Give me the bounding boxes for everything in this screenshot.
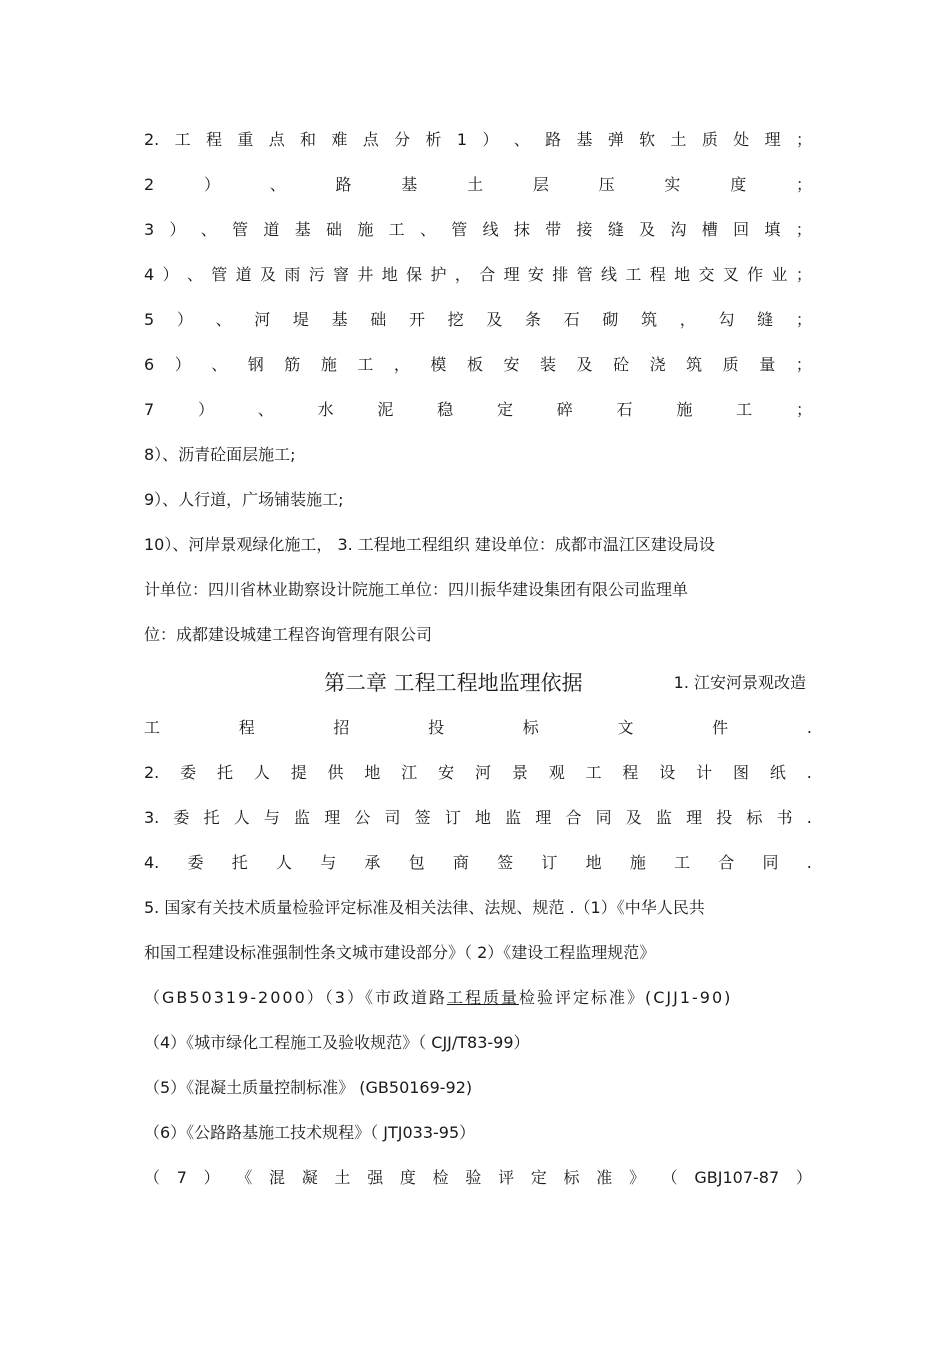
glyph: 线 [601,265,618,284]
glyph: 评 [498,1168,515,1187]
glyph: 、 [269,175,286,194]
line-2 [144,175,812,195]
glyph: 《 [236,1168,253,1187]
glyph: 签 [497,853,514,872]
glyph: . [806,808,812,827]
glyph: 质 [722,355,739,374]
glyph: 提 [290,763,307,782]
glyph: 勾 [718,310,735,329]
glyph: 同 [595,808,612,827]
glyph: 土 [334,1168,351,1187]
glyph: 景 [511,763,528,782]
basis-line-6: 和国工程建设标准强制性条文城市建设部分》（ 2）《建设工程监理规范》 [144,943,656,962]
glyph: 模 [430,355,447,374]
chapter-tail: 1. 江安河景观改造 [673,673,806,692]
glyph: 程 [205,130,222,149]
glyph: 窨 [333,265,350,284]
glyph: 弹 [607,130,624,149]
glyph: 点 [362,130,379,149]
glyph: ） [795,1168,812,1187]
glyph: 程 [622,763,639,782]
glyph: 装 [540,355,557,374]
glyph: ， [393,355,410,374]
glyph: 基 [576,130,593,149]
glyph: 及 [576,355,593,374]
line-1 [144,130,812,150]
glyph: 7 [176,1168,187,1187]
glyph: 施 [320,355,337,374]
glyph: 书 [776,808,793,827]
glyph: . [806,763,812,782]
line-10: 10）、河岸景观绿化施工， 3. 工程地工程组织 建设单位：成都市温江区建设局设 [144,535,715,554]
glyph: 条 [525,310,542,329]
glyph: 地 [474,808,491,827]
glyph: ） [169,220,186,239]
glyph: ； [795,220,812,239]
standard-line-cjj [144,988,812,1008]
glyph: 石 [563,310,580,329]
glyph: 委 [180,763,197,782]
glyph: 托 [216,763,233,782]
glyph: 工 [174,130,191,149]
glyph: 重 [237,130,254,149]
glyph: 订 [541,853,558,872]
glyph: ； [795,175,812,194]
glyph: 监 [505,808,522,827]
glyph: 基 [331,310,348,329]
glyph: 定 [530,1168,547,1187]
glyph: ） [174,355,191,374]
glyph: 理 [503,265,520,284]
glyph: 人 [253,763,270,782]
glyph: 2. [144,763,160,782]
glyph: 托 [231,853,248,872]
glyph: 管 [211,265,228,284]
glyph: 司 [384,808,401,827]
ref-line-4: （4）《城市绿化工程施工及验收规范》（ CJJ/T83-99） [144,1033,530,1052]
glyph: 订 [444,808,461,827]
glyph: 河 [254,310,271,329]
glyph: 填 [764,220,781,239]
glyph: 文 [617,718,634,737]
glyph: 托 [203,808,220,827]
glyph: 工 [144,718,161,737]
glyph: 地 [381,265,398,284]
glyph: 抹 [513,220,530,239]
glyph: 筑 [641,310,658,329]
glyph: 3 [144,220,155,239]
basis-line-3 [144,808,812,828]
cjj-underlined: 工程质量 [446,988,519,1007]
glyph: 及 [259,265,276,284]
glyph: 交 [698,265,715,284]
glyph: 业 [771,265,788,284]
glyph: 施 [357,220,374,239]
glyph: ； [795,130,812,149]
glyph: 及 [639,220,656,239]
basis-line-2 [144,763,812,783]
glyph: 筋 [284,355,301,374]
glyph: 工 [674,853,691,872]
glyph: 浇 [649,355,666,374]
glyph: 委 [173,808,190,827]
glyph: 沟 [670,220,687,239]
glyph: 、 [257,400,274,419]
ref-line-7 [144,1168,812,1188]
line-5 [144,310,812,330]
glyph: 和 [300,130,317,149]
glyph: 委 [187,853,204,872]
glyph: 板 [466,355,483,374]
glyph: 路 [545,130,562,149]
glyph: 及 [625,808,642,827]
glyph: 招 [333,718,350,737]
glyph: 础 [370,310,387,329]
glyph: 、 [513,130,530,149]
glyph: 监 [294,808,311,827]
glyph: 路 [335,175,352,194]
line-3 [144,220,812,240]
glyph: ； [795,310,812,329]
glyph: 安 [527,265,544,284]
glyph: 公 [354,808,371,827]
glyph: 程 [649,265,666,284]
glyph: 4 [144,265,155,284]
glyph: 筑 [686,355,703,374]
glyph: 砼 [613,355,630,374]
glyph: . [806,853,812,872]
glyph: 泥 [377,400,394,419]
glyph: 护 [430,265,447,284]
glyph: 软 [639,130,656,149]
glyph: 观 [548,763,565,782]
glyph: 钢 [247,355,264,374]
glyph: 开 [408,310,425,329]
glyph: 安 [438,763,455,782]
glyph: 4. [144,853,160,872]
glyph: 3. [144,808,160,827]
glyph: 施 [676,400,693,419]
glyph: 理 [535,808,552,827]
glyph: 基 [401,175,418,194]
glyph: 缝 [757,310,774,329]
glyph: 承 [364,853,381,872]
glyph: 6 [144,355,155,374]
glyph: 工 [388,220,405,239]
ref-line-6: （6）《公路路基施工技术规程》（ JTJ033-95） [144,1123,476,1142]
glyph: 、 [186,265,203,284]
glyph: GBJ107-87 [694,1168,780,1187]
glyph: 、 [215,310,232,329]
glyph: ； [795,355,812,374]
glyph: 难 [331,130,348,149]
glyph: 与 [320,853,337,872]
glyph: 实 [664,175,681,194]
glyph: 河 [474,763,491,782]
glyph: 挖 [447,310,464,329]
basis-line-4 [144,853,812,873]
glyph: 投 [428,718,445,737]
line-6 [144,355,812,375]
glyph: 度 [399,1168,416,1187]
glyph: 理 [686,808,703,827]
glyph: 带 [545,220,562,239]
glyph: 件 [712,718,729,737]
cjj-post: 检验评定标准》(CJJ1-90) [518,988,733,1007]
glyph: 叉 [722,265,739,284]
glyph: 点 [268,130,285,149]
glyph: ） [203,1168,220,1187]
glyph: （ [661,1168,678,1187]
glyph: 工 [357,355,374,374]
glyph: 土 [670,130,687,149]
glyph: 土 [467,175,484,194]
glyph: 、 [200,220,217,239]
glyph: 水 [317,400,334,419]
glyph: 量 [759,355,776,374]
glyph: 及 [486,310,503,329]
glyph: ； [795,400,812,419]
glyph: 堤 [292,310,309,329]
glyph: 设 [659,763,676,782]
glyph: 计 [696,763,713,782]
glyph: 定 [496,400,513,419]
glyph: 槽 [701,220,718,239]
glyph: 人 [233,808,250,827]
glyph: 砌 [602,310,619,329]
glyph: 检 [432,1168,449,1187]
glyph: 污 [308,265,325,284]
glyph: ） [203,175,220,194]
glyph: 道 [263,220,280,239]
glyph: 供 [327,763,344,782]
glyph: ） [162,265,179,284]
glyph: 验 [465,1168,482,1187]
glyph: （ [144,1168,161,1187]
glyph: 理 [324,808,341,827]
glyph: 准 [596,1168,613,1187]
glyph: 井 [357,265,374,284]
glyph: 商 [452,853,469,872]
glyph: 合 [718,853,735,872]
glyph: 回 [733,220,750,239]
glyph: 2. [144,130,160,149]
glyph: 混 [269,1168,286,1187]
glyph: 》 [628,1168,645,1187]
glyph: 管 [576,265,593,284]
ref-line-5: （5）《混凝土质量控制标准》 (GB50169-92) [144,1078,473,1097]
line-7 [144,400,812,420]
glyph: 度 [730,175,747,194]
glyph: 缝 [607,220,624,239]
glyph: 石 [616,400,633,419]
glyph: 析 [425,130,442,149]
glyph: 地 [674,265,691,284]
glyph: 处 [733,130,750,149]
glyph: 与 [263,808,280,827]
glyph: 作 [747,265,764,284]
chapter-heading-row [144,668,812,698]
glyph: 接 [576,220,593,239]
glyph: 道 [235,265,252,284]
glyph: 7 [144,400,155,419]
glyph: 施 [629,853,646,872]
glyph: 监 [655,808,672,827]
glyph: . [806,718,812,737]
glyph: 1 [456,130,468,149]
glyph: 图 [733,763,750,782]
glyph: ， [679,310,696,329]
glyph: 同 [762,853,779,872]
line-8: 8）、沥青砼面层施工; [144,445,296,464]
glyph: 线 [482,220,499,239]
glyph: 管 [451,220,468,239]
glyph: 凝 [301,1168,318,1187]
glyph: 标 [563,1168,580,1187]
glyph: 江 [401,763,418,782]
glyph: 保 [406,265,423,284]
glyph: 、 [419,220,436,239]
glyph: 压 [598,175,615,194]
glyph: 地 [364,763,381,782]
glyph: 地 [585,853,602,872]
glyph: ） [197,400,214,419]
glyph: ） [176,310,193,329]
glyph: 工 [625,265,642,284]
glyph: 排 [552,265,569,284]
glyph: 管 [232,220,249,239]
glyph: 安 [503,355,520,374]
glyph: ） [482,130,499,149]
chapter-title: 第二章 工程工程地监理依据 [324,671,583,695]
glyph: 础 [326,220,343,239]
line-11: 计单位：四川省林业勘察设计院施工单位：四川振华建设集团有限公司监理单 [144,580,689,599]
line-4 [144,265,812,285]
glyph: 合 [479,265,496,284]
glyph: 程 [238,718,255,737]
glyph: 人 [275,853,292,872]
glyph: 5 [144,310,155,329]
glyph: 分 [394,130,411,149]
glyph: 稳 [437,400,454,419]
glyph: 合 [565,808,582,827]
glyph: 工 [585,763,602,782]
glyph: 质 [701,130,718,149]
glyph: 层 [532,175,549,194]
glyph: 基 [294,220,311,239]
basis-line-1 [144,718,812,738]
glyph: 强 [367,1168,384,1187]
glyph: 2 [144,175,155,194]
glyph: 纸 [769,763,786,782]
basis-line-5: 5. 国家有关技术质量检验评定标准及相关法律、法规、规范 .（1）《中华人民共 [144,898,705,917]
glyph: ， [454,265,471,284]
glyph: 标 [522,718,539,737]
glyph: 包 [408,853,425,872]
glyph: 标 [746,808,763,827]
glyph: 、 [211,355,228,374]
line-9: 9）、人行道，广场铺装施工; [144,490,344,509]
glyph: 投 [716,808,733,827]
glyph: 签 [414,808,431,827]
glyph: 雨 [284,265,301,284]
glyph: 工 [736,400,753,419]
cjj-pre: （GB50319-2000）（3）《市政道路 [144,988,447,1007]
glyph: 理 [764,130,781,149]
glyph: ； [795,265,812,284]
glyph: 碎 [556,400,573,419]
line-12: 位：成都建设城建工程咨询管理有限公司 [144,625,433,644]
